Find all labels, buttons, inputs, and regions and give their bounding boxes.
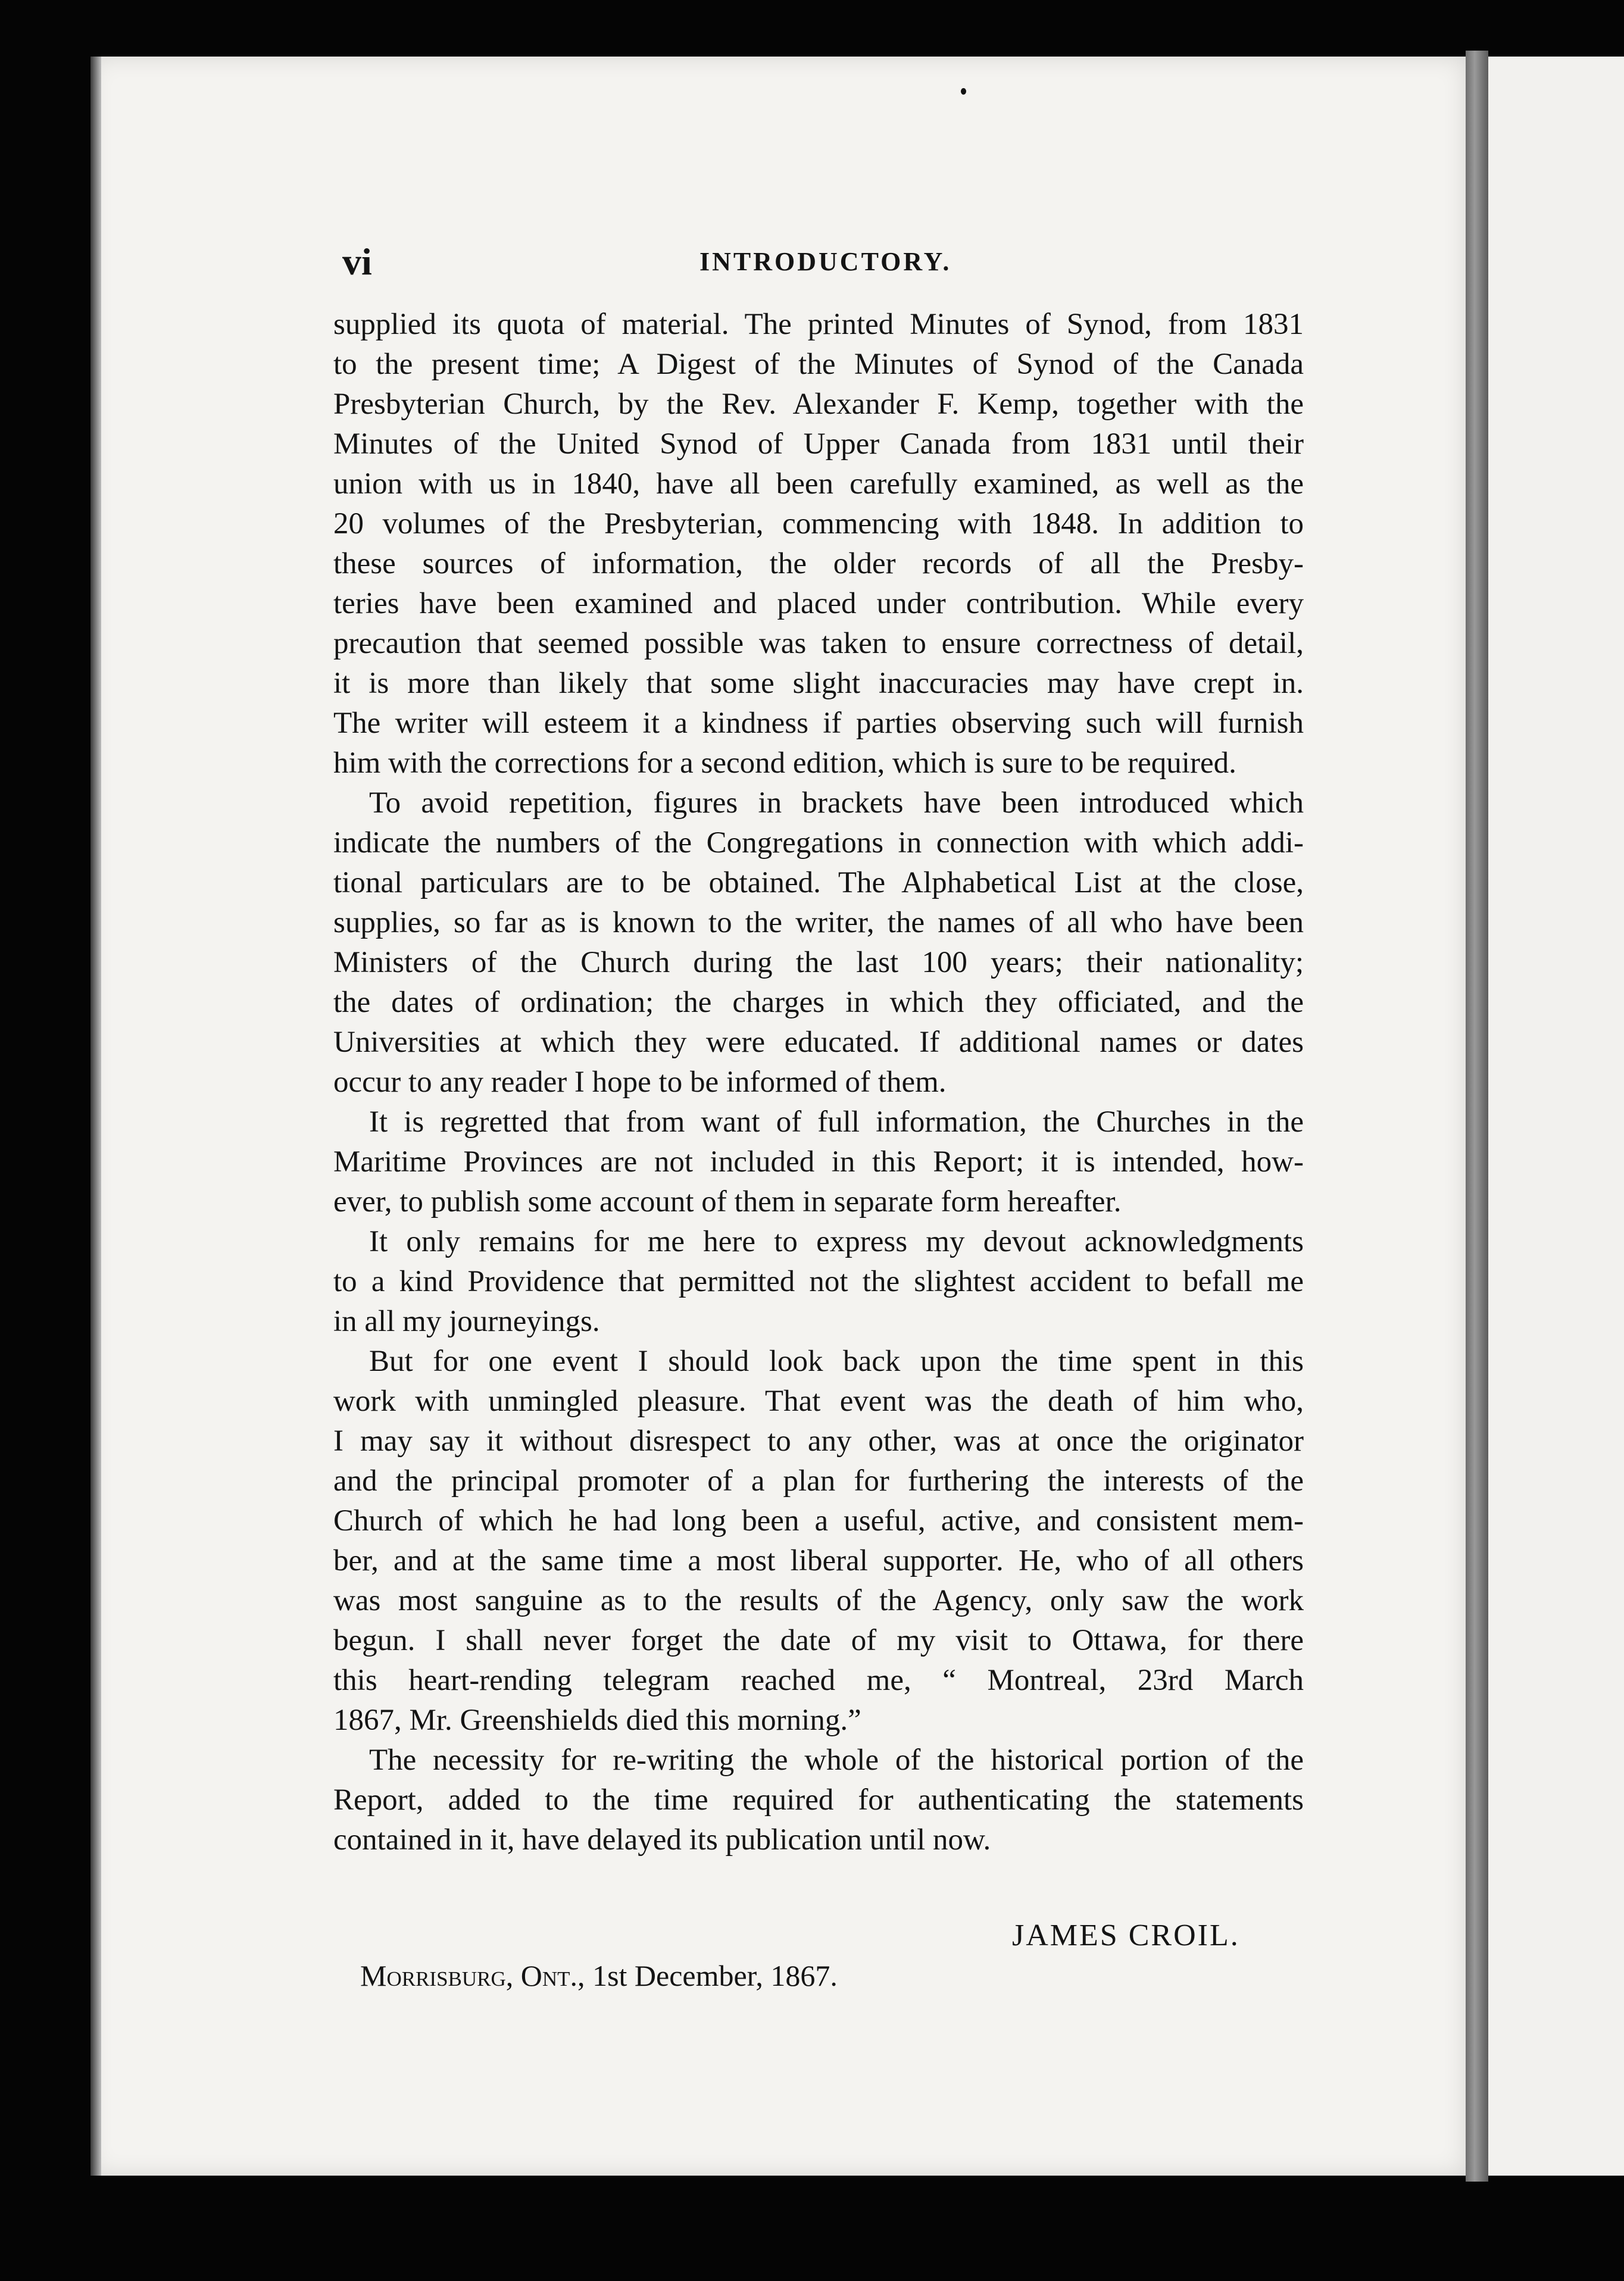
ink-speck (961, 88, 966, 95)
text-line: The necessity for re-writing the whole of the historical portion of the (369, 1743, 1304, 1777)
text-line: these sources of information, the older records of all the Presby- (333, 547, 1304, 580)
text-line: supplied its quota of material. The printed Minutes of Synod, from 1831 (333, 308, 1304, 341)
page-header (342, 238, 1307, 286)
text-line: supplies, so far as is known to the writer, the names of all who have been (333, 906, 1304, 939)
body-text (333, 305, 1304, 1860)
text-line: precaution that seemed possible was taken to ensure correctness of detail, (333, 627, 1304, 660)
text-line: to a kind Providence that permitted not the slightest accident to befall me (333, 1265, 1304, 1298)
text-line: in all my journeyings. (333, 1305, 600, 1338)
text-line: But for one event I should look back upon the time spent in this (369, 1345, 1304, 1378)
text-line: 1867, Mr. Greenshields died this morning.” (333, 1704, 861, 1737)
text-line: Church of which he had long been a useful, active, and consistent mem- (333, 1504, 1304, 1538)
text-line: occur to any reader I hope to be informed of them. (333, 1065, 947, 1099)
text-line: the dates of ordination; the charges in which they officiated, and the (333, 986, 1304, 1019)
text-line: Maritime Provinces are not included in this Report; it is intended, how- (333, 1145, 1304, 1179)
author-signature: JAMES CROIL. (1012, 1918, 1240, 1952)
text-line: Minutes of the United Synod of Upper Canada from 1831 until their (333, 427, 1304, 461)
book-gutter (1466, 51, 1488, 2182)
text-line: and the principal promoter of a plan for furthering the interests of the (333, 1464, 1304, 1498)
dateline (360, 1958, 838, 1993)
text-line: ber, and at the same time a most liberal supporter. He, who of all others (333, 1544, 1304, 1577)
text-line: It is regretted that from want of full information, the Churches in the (369, 1105, 1304, 1139)
paragraph-6 (333, 1741, 1304, 1860)
text-line: it is more than likely that some slight inaccuracies may have crept in. (333, 667, 1304, 700)
dateline-date: 1st December, 1867. (592, 1959, 838, 1992)
text-line: work with unmingled pleasure. That event was the death of him who, (333, 1385, 1304, 1418)
page-left-edge (90, 57, 101, 2176)
paragraph-2 (333, 783, 1304, 1102)
text-line: was most sanguine as to the results of the Agency, only saw the work (333, 1584, 1304, 1617)
text-line: teries have been examined and placed under contribution. While every (333, 587, 1304, 620)
text-line: Ministers of the Church during the last 100 years; their nationality; (333, 946, 1304, 979)
text-line: The writer will esteem it a kindness if parties observing such will furnish (333, 707, 1304, 740)
text-line: Report, added to the time required for authenticating the statements (333, 1783, 1304, 1817)
text-line: to the present time; A Digest of the Minutes of Synod of the Canada (333, 348, 1304, 381)
text-line: 20 volumes of the Presbyterian, commencing with 1848. In addition to (333, 507, 1304, 540)
facing-page-edge (1488, 57, 1624, 2176)
text-line: To avoid repetition, figures in brackets have been introduced which (369, 786, 1304, 820)
paragraph-1 (333, 305, 1304, 783)
text-line: Universities at which they were educated. If additional names or dates (333, 1026, 1304, 1059)
paragraph-4 (333, 1222, 1304, 1342)
text-line: him with the corrections for a second edition, which is sure to be required. (333, 746, 1236, 780)
text-line: Presbyterian Church, by the Rev. Alexander F. Kemp, together with the (333, 388, 1304, 421)
text-line: tional particulars are to be obtained. The Alphabetical List at the close, (333, 866, 1304, 899)
running-head: INTRODUCTORY. (699, 247, 952, 276)
dateline-place: Morrisburg, Ont., (360, 1959, 585, 1992)
paragraph-3 (333, 1102, 1304, 1222)
text-line: It only remains for me here to express my devout acknowledgments (369, 1225, 1304, 1258)
page-number: vi (342, 240, 372, 283)
text-line: I may say it without disrespect to any other, was at once the originator (333, 1424, 1304, 1458)
text-line: indicate the numbers of the Congregations in connection with which addi- (333, 826, 1304, 860)
text-line: this heart-rending telegram reached me, “ Montreal, 23rd March (333, 1664, 1304, 1697)
text-line: union with us in 1840, have all been carefully examined, as well as the (333, 467, 1304, 501)
paragraph-5 (333, 1342, 1304, 1741)
text-line: contained in it, have delayed its publication until now. (333, 1823, 991, 1857)
text-line: ever, to publish some account of them in separate form hereafter. (333, 1185, 1122, 1218)
text-line: begun. I shall never forget the date of my visit to Ottawa, for there (333, 1624, 1304, 1657)
